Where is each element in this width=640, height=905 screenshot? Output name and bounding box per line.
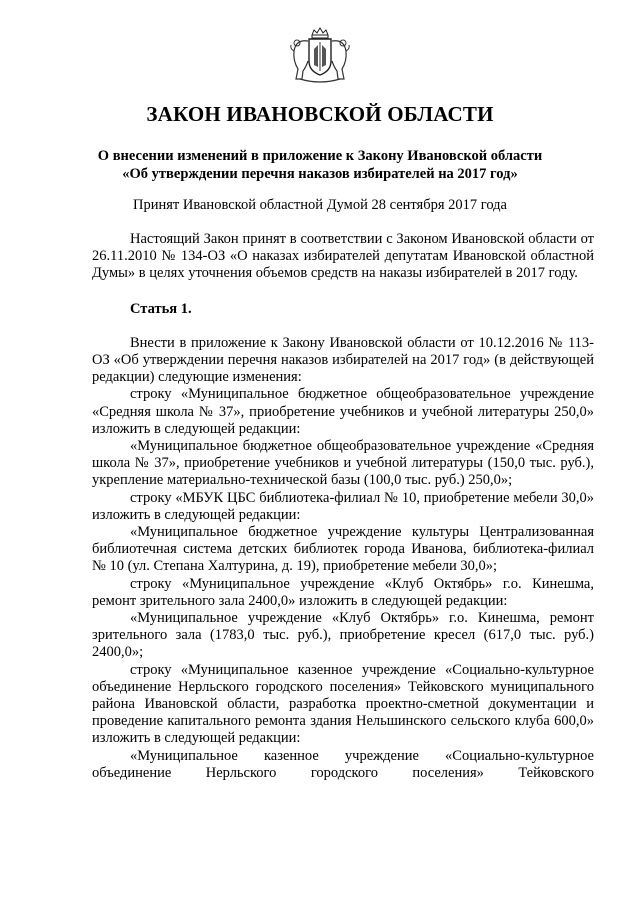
law-subtitle — [0, 147, 640, 183]
article-heading: Статья 1. — [130, 300, 192, 317]
article-paragraph: строку «МБУК ЦБС библиотека-филиал № 10, приобретение мебели 30,0» изложить в следующей редакции: — [92, 489, 594, 523]
article-paragraph: «Муниципальное учреждение «Клуб Октябрь» г.о. Кинешма, ремонт зрительного зала (1783,0 тыс. руб.), приобретение кресел (617,0 тыс. руб.) 2400,0»; — [92, 610, 594, 661]
coat-of-arms-icon — [288, 27, 352, 85]
article-paragraph: строку «Муниципальное бюджетное общеобразовательное учреждение «Средняя школа № 37», приобретение учебников и учебной литературы 250,0» изложить в следующей редакции: — [92, 386, 594, 437]
article-paragraph: «Муниципальное бюджетное учреждение культуры Централизованная библиотечная система детских библиотек города Иванова, библиотека-филиал № 10 (ул. Степана Халтурина, д. 19), приобретение мебели 30,0»; — [92, 524, 594, 575]
law-body — [92, 231, 594, 782]
preamble-paragraph: Настоящий Закон принят в соответствии с Законом Ивановской области от 26.11.2010 № 134-ОЗ «О наказах избирателей депутатам Ивановской областной Думы» в целях уточнения объемов средств на наказы избирателей в 2017 году. — [92, 231, 594, 282]
subtitle-line-2: «Об утверждении перечня наказов избирателей на 2017 год» — [122, 166, 518, 182]
article-paragraph: «Муниципальное бюджетное общеобразовательное учреждение «Средняя школа № 37», приобретение учебников и учебной литературы (150,0 тыс. руб.), укрепление материально-технической базы (100,0 тыс. руб.) 250,0»; — [92, 438, 594, 489]
adoption-date-line: Принят Ивановской областной Думой 28 сентября 2017 года — [133, 197, 507, 213]
law-title: ЗАКОН ИВАНОВСКОЙ ОБЛАСТИ — [146, 102, 494, 126]
subtitle-line-1: О внесении изменений в приложение к Закону Ивановской области — [97, 148, 543, 164]
article-paragraph: строку «Муниципальное учреждение «Клуб Октябрь» г.о. Кинешма, ремонт зрительного зала 2400,0» изложить в следующей редакции: — [92, 575, 594, 609]
article-paragraph: «Муниципальное казенное учреждение «Социально-культурное объединение Нерльского городского поселения» Тейковского — [92, 747, 594, 781]
article-paragraph: Внести в приложение к Закону Ивановской области от 10.12.2016 № 113-ОЗ «Об утверждении перечня наказов избирателей на 2017 год» (в действующей редакции) следующие изменения: — [92, 334, 594, 386]
article-paragraph: строку «Муниципальное казенное учреждение «Социально-культурное объединение Нерльского городского поселения» Тейковского муниципального района Ивановской области, разработка проектно-сметной документации и проведение капитального ремонта здания Нельшинского сельского клуба 600,0» изложить в следующей редакции: — [92, 661, 594, 747]
